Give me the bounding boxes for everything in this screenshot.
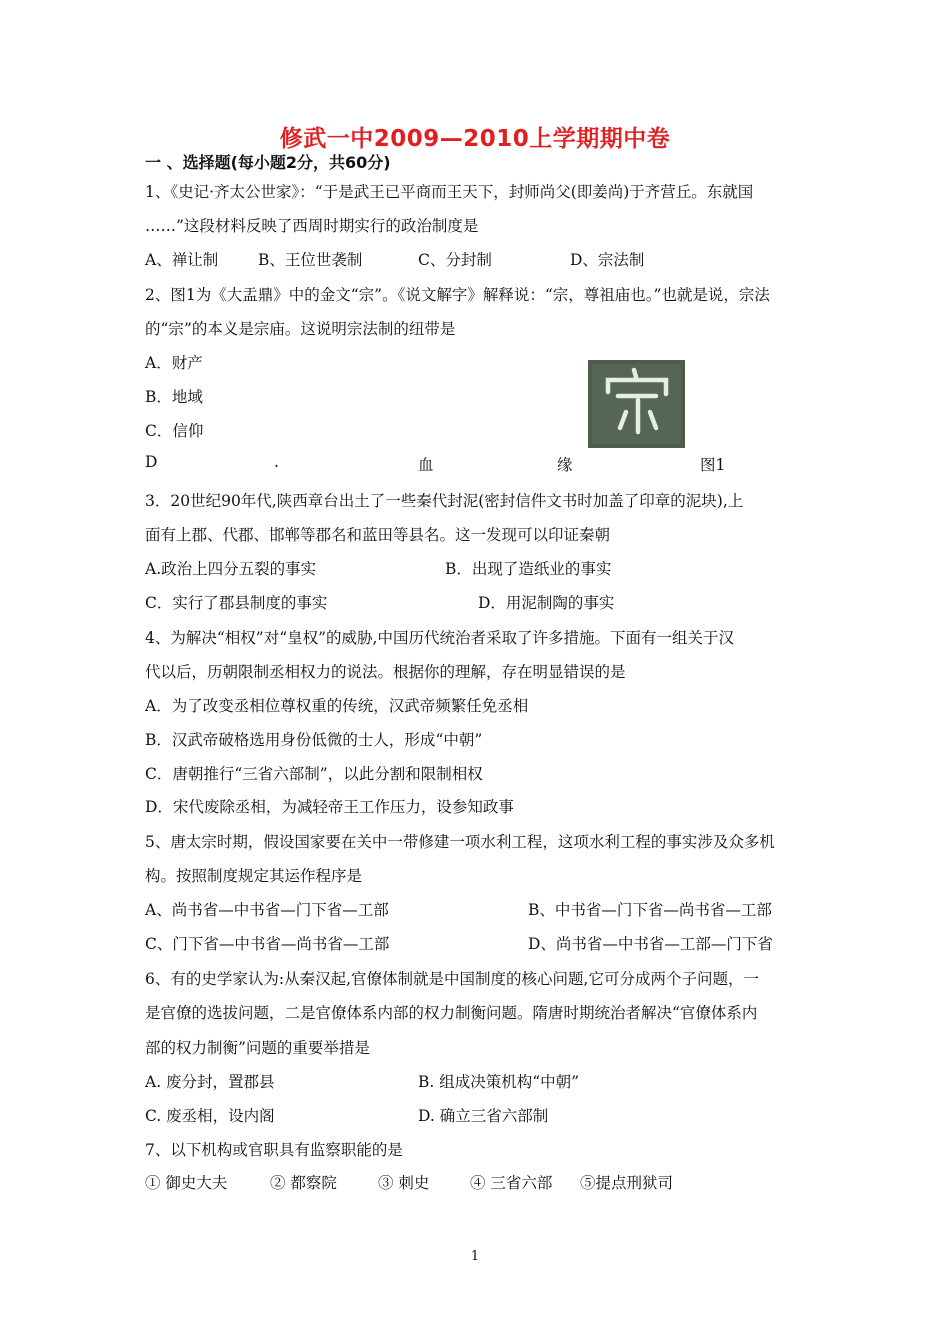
zong-glyph-icon [588, 360, 685, 448]
figure-1-caption: 图1 [700, 456, 726, 474]
q6-option-a: A. 废分封，置郡县 [145, 1073, 275, 1091]
q4-option-b: B．汉武帝破格选用身份低微的士人，形成“中朝” [145, 731, 483, 749]
q1-stem-line1: 1、《史记·齐太公世家》：“于是武王已平商而王天下，封师尚父(即姜尚)于齐营丘。东就国 [145, 183, 754, 201]
q3-stem-line1: 3．20世纪90年代,陕西章台出土了一些秦代封泥(密封信件文书时加盖了印章的泥块),上 [145, 492, 744, 510]
q7-stem: 7、以下机构或官职具有监察职能的是 [145, 1141, 403, 1159]
q6-option-b: B. 组成决策机构“中朝” [418, 1073, 580, 1091]
q5-option-b: B、中书省—门下省—尚书省—工部 [528, 901, 772, 919]
q2-stem-line2: 的“宗”的本义是宗庙。这说明宗法制的纽带是 [145, 320, 456, 338]
q3-option-a: A.政治上四分五裂的事实 [145, 560, 317, 578]
q2-stem-line1: 2、图1为《大盂鼎》中的金文“宗”。《说文解字》解释说：“宗，尊祖庙也。”也就是说，宗法 [145, 286, 770, 304]
section-heading: 一 、选择题(每小题2分，共60分) [145, 153, 391, 172]
q7-item-5: ⑤提点刑狱司 [580, 1174, 674, 1192]
q6-stem-line1: 6、有的史学家认为:从秦汉起,官僚体制就是中国制度的核心问题,它可分成两个子问题，一 [145, 970, 759, 988]
q2-option-b: B．地域 [145, 388, 203, 406]
exam-title: 修武一中2009—2010上学期期中卷 [279, 126, 671, 152]
q3-option-d: D．用泥制陶的事实 [478, 594, 615, 612]
q3-option-b: B．出现了造纸业的事实 [445, 560, 612, 578]
q7-item-1: ① 御史大夫 [145, 1174, 228, 1192]
q7-item-2: ② 都察院 [270, 1174, 337, 1192]
q7-item-3: ③ 刺史 [378, 1174, 430, 1192]
q4-stem-line2: 代以后，历朝限制丞相权力的说法。根据你的理解，存在明显错误的是 [145, 663, 626, 681]
page-number: 1 [470, 1249, 480, 1264]
q2-option-d-char2: 缘 [557, 456, 573, 474]
q5-stem-line2: 构。按照制度规定其运作程序是 [145, 867, 363, 885]
q4-option-d: D．宋代废除丞相，为减轻帝王工作压力，设参知政事 [145, 798, 514, 816]
q7-item-4: ④ 三省六部 [470, 1174, 553, 1192]
q2-option-d-label: D [145, 453, 158, 471]
q3-option-c: C．实行了郡县制度的事实 [145, 594, 328, 612]
q5-option-a: A、尚书省—中书省—门下省—工部 [145, 901, 389, 919]
bronze-inscription-image [588, 360, 685, 448]
q4-stem-line1: 4、为解决“相权”对“皇权”的威胁,中国历代统治者采取了许多措施。下面有一组关于汉 [145, 629, 734, 647]
q6-stem-line2: 是官僚的选拔问题，二是官僚体系内部的权力制衡问题。隋唐时期统治者解决“官僚体系内 [145, 1004, 758, 1022]
q6-option-c: C. 废丞相，设内阁 [145, 1107, 275, 1125]
q2-option-d-char1: 血 [418, 456, 434, 474]
q1-option-a: A、禅让制 [145, 251, 219, 269]
q4-option-a: A．为了改变丞相位尊权重的传统，汉武帝频繁任免丞相 [145, 697, 529, 715]
q1-option-c: C、分封制 [418, 251, 492, 269]
q5-stem-line1: 5、唐太宗时期，假设国家要在关中一带修建一项水利工程，这项水利工程的事实涉及众多机 [145, 833, 775, 851]
q5-option-d: D、尚书省—中书省—工部—门下省 [528, 935, 773, 953]
q5-option-c: C、门下省—中书省—尚书省—工部 [145, 935, 390, 953]
q3-stem-line2: 面有上郡、代郡、邯郸等郡名和蓝田等县名。这一发现可以印证秦朝 [145, 526, 611, 544]
q2-option-d-dot: . [274, 453, 279, 471]
q6-option-d: D. 确立三省六部制 [418, 1107, 549, 1125]
q1-option-d: D、宗法制 [570, 251, 645, 269]
q6-stem-line3: 部的权力制衡”问题的重要举措是 [145, 1039, 370, 1057]
q1-option-b: B、王位世袭制 [258, 251, 363, 269]
q4-option-c: C．唐朝推行“三省六部制”，以此分割和限制相权 [145, 765, 483, 783]
q1-stem-line2: ……”这段材料反映了西周时期实行的政治制度是 [145, 217, 479, 235]
q2-option-a: A．财产 [145, 354, 203, 372]
q2-option-c: C．信仰 [145, 422, 204, 440]
